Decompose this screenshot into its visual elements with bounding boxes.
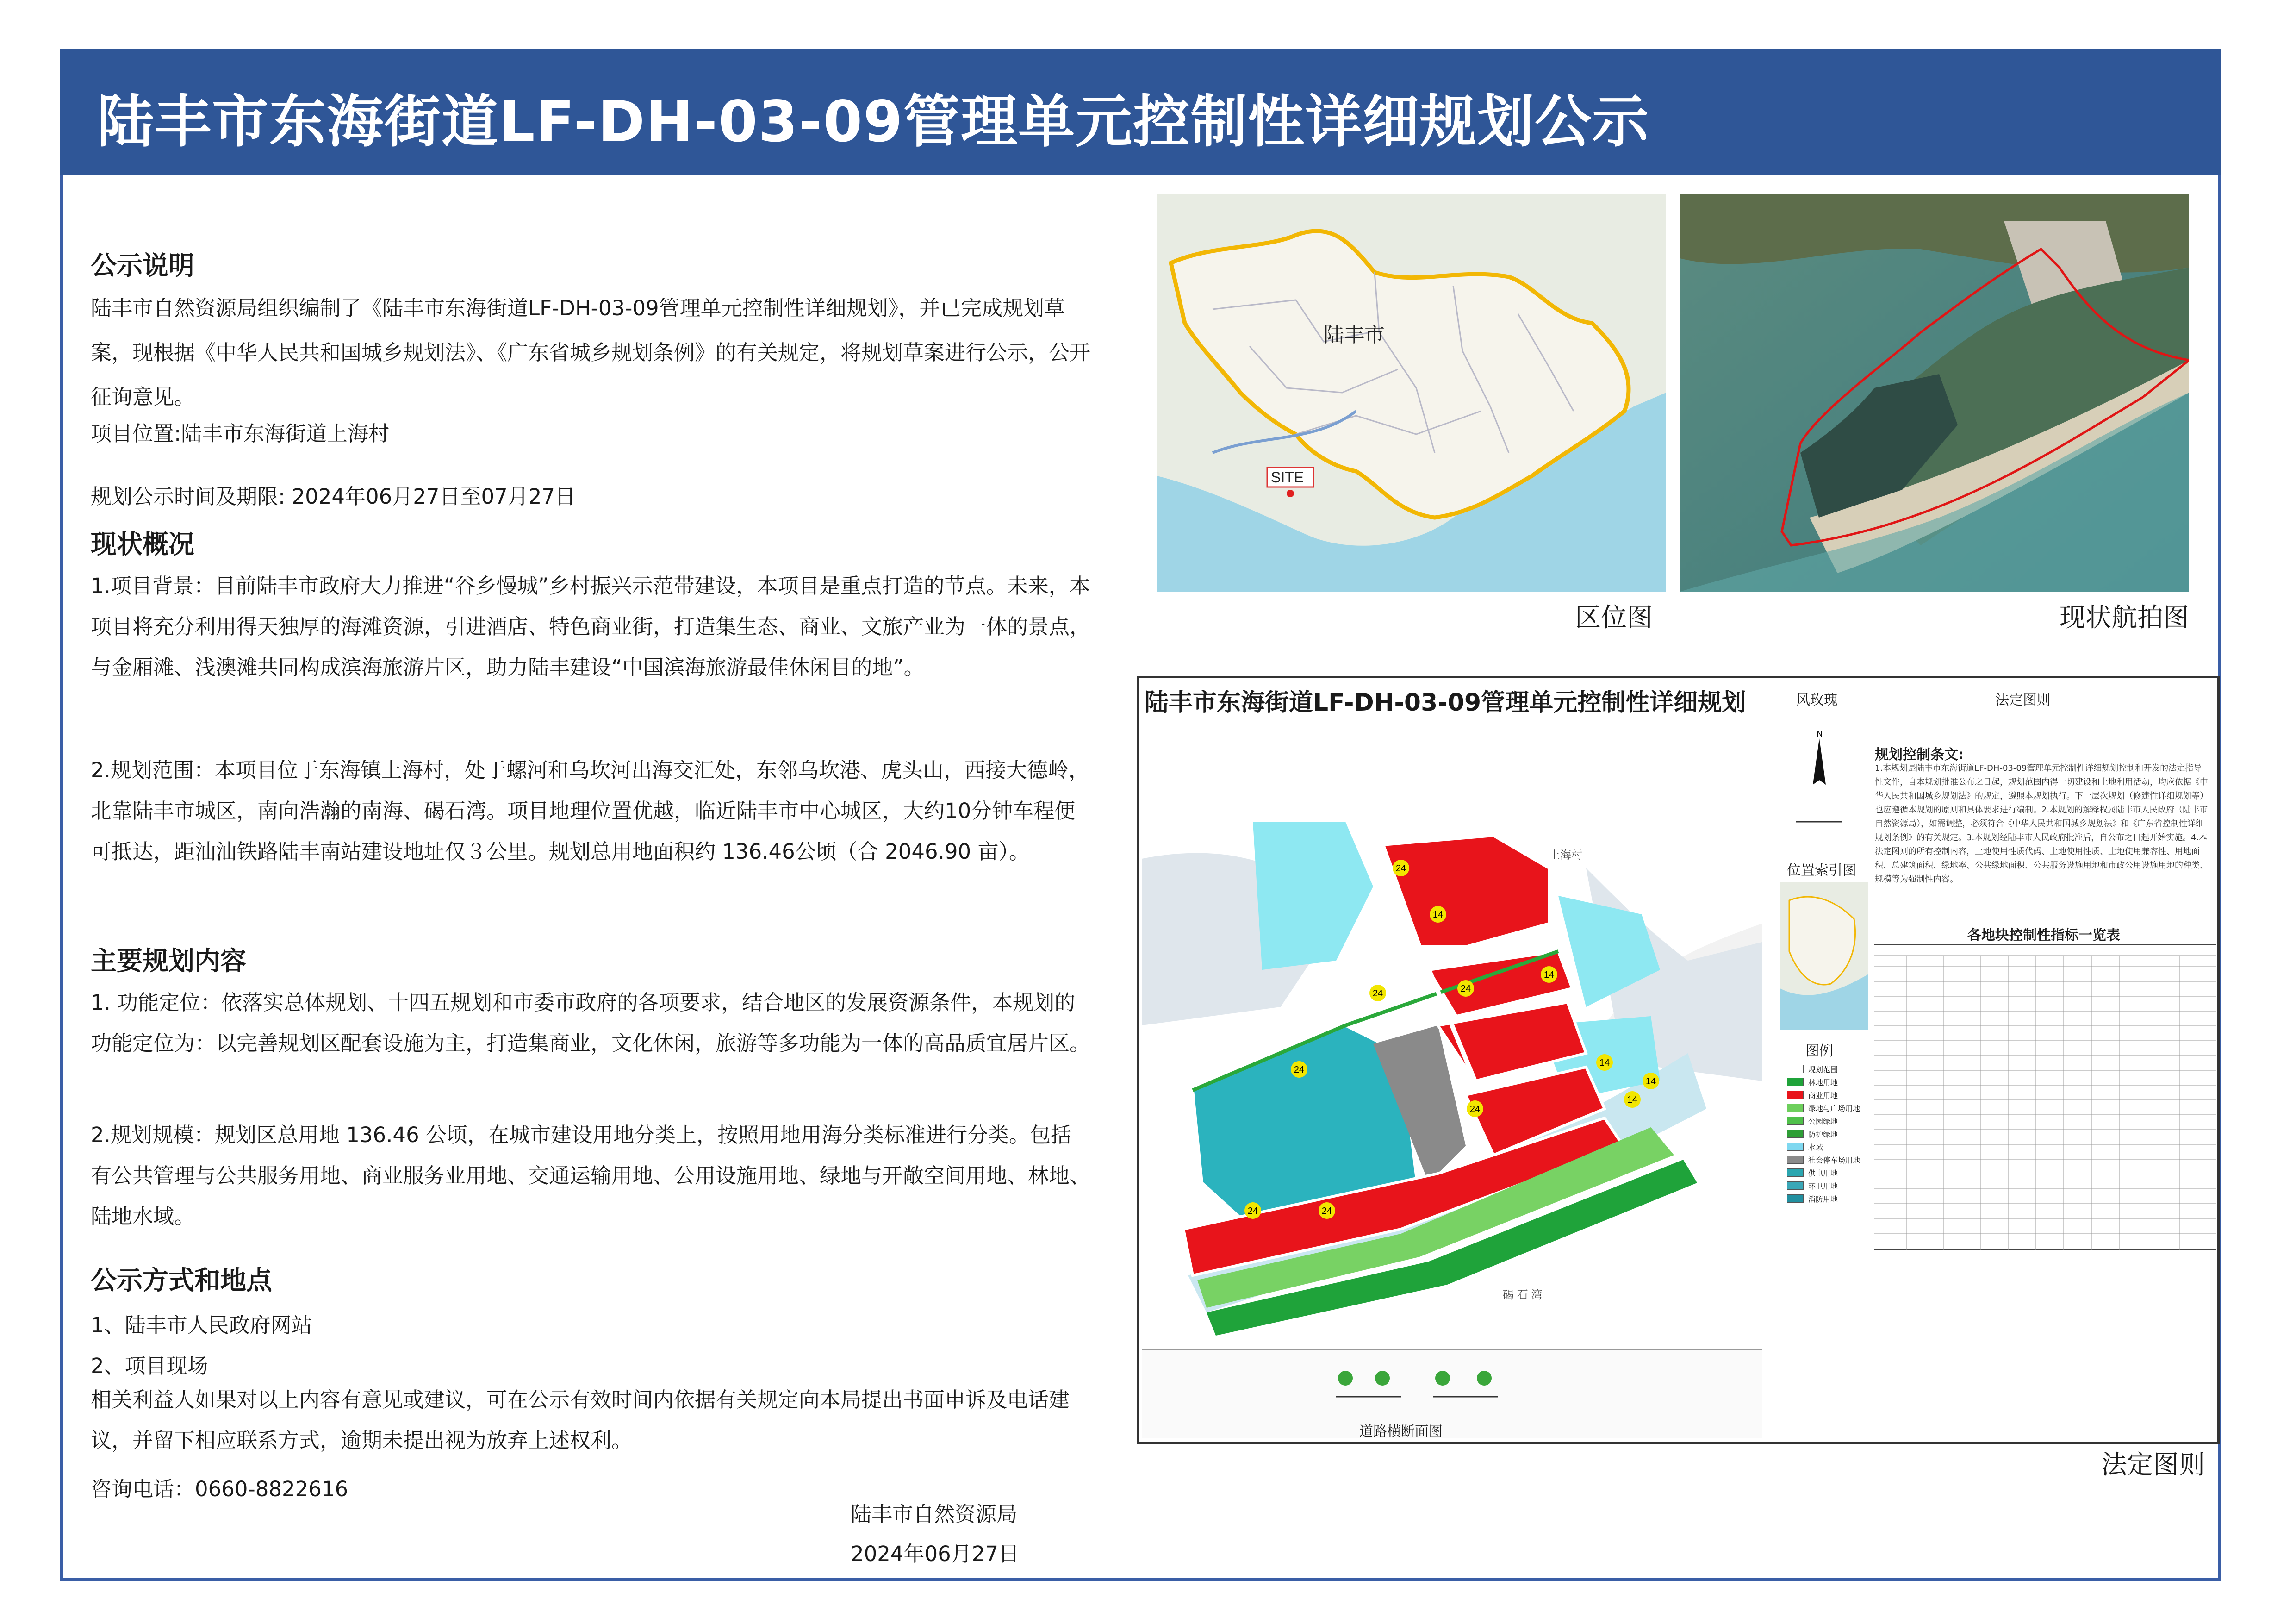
plan-title: 陆丰市东海街道LF-DH-03-09管理单元控制性详细规划	[1145, 689, 1746, 717]
road-number: 24	[1395, 863, 1406, 874]
status-heading: 现状概况	[91, 530, 194, 560]
legend-item	[1787, 1140, 1870, 1153]
aerial-photo	[1680, 194, 2189, 592]
legend-swatch	[1787, 1156, 1804, 1164]
road-number: 24	[1469, 1104, 1481, 1114]
signature-date: 2024年06月27日	[851, 1542, 1020, 1566]
road-number: 14	[1645, 1076, 1656, 1087]
status-scope: 2.规划范围：本项目位于东海镇上海村，处于螺河和乌坎河出海交汇处，东邻乌坎港、虎头山，西接大德岭，北靠陆丰市城区，南向浩瀚的南海、碣石湾。项目地理位置优越，临近陆丰市中心城区，大约10分钟车程便可抵达，距汕汕铁路陆丰南站建设地址仅３公里。规划总用地面积约 136.46公顷（合 2046.90 亩）。	[91, 758, 1089, 864]
legend-swatch	[1787, 1130, 1804, 1138]
road-number: 24	[1247, 1206, 1258, 1216]
notice-heading: 公示说明	[91, 251, 194, 281]
index-map-label: 位置索引图	[1787, 862, 1856, 879]
legend-label-text: 绿地与广场用地	[1808, 1104, 1860, 1113]
legend-list	[1787, 1062, 1870, 1205]
area-label: 上海村	[1549, 849, 1582, 862]
road-number: 14	[1543, 970, 1555, 980]
legend-swatch	[1787, 1065, 1804, 1073]
method-heading: 公示方式和地点	[91, 1266, 272, 1296]
legend-item	[1787, 1166, 1870, 1179]
legend-item	[1787, 1179, 1870, 1192]
method-item-1: 1、陆丰市人民政府网站	[91, 1313, 312, 1337]
location-map-caption: 区位图	[1575, 603, 1653, 633]
legend-label-text: 消防用地	[1808, 1194, 1838, 1204]
notice-text: 陆丰市自然资源局组织编制了《陆丰市东海街道LF-DH-03-09管理单元控制性详细规划》，并已完成规划草案，现根据《中华人民共和国城乡规划法》、《广东省城乡规划条例》的有关规定，将规划草案进行公示，公开征询意见。	[91, 296, 1091, 409]
project-location: 项目位置:陆丰市东海街道上海村	[91, 421, 390, 446]
bay-label: 碣 石 湾	[1503, 1289, 1543, 1301]
road-number: 24	[1372, 988, 1383, 999]
legend-label: 图例	[1805, 1043, 1833, 1059]
main-heading: 主要规划内容	[91, 946, 246, 976]
legend-label-text: 商业用地	[1808, 1091, 1838, 1100]
rules-heading: 规划控制条文:	[1875, 747, 1964, 763]
phone: 咨询电话：0660-8822616	[91, 1477, 348, 1501]
north-arrow-icon	[1787, 729, 1852, 840]
aerial-caption: 现状航拍图	[2060, 603, 2189, 633]
legend-label-text: 供电用地	[1808, 1168, 1838, 1178]
legend-item	[1787, 1062, 1870, 1075]
legend-swatch	[1787, 1194, 1804, 1203]
legend-swatch	[1787, 1091, 1804, 1099]
plan-caption: 法定图则	[2101, 1450, 2205, 1480]
location-city-label: 陆丰市	[1324, 324, 1385, 346]
road-number: 14	[1432, 910, 1444, 920]
status-background: 1.项目背景：目前陆丰市政府大力推进“谷乡慢城”乡村振兴示范带建设，本项目是重点打造的节点。未来，本项目将充分利用得天独厚的海滩资源，引进酒店、特色商业街，打造集生态、商业、文旅产业为一体的景点，与金厢滩、浅澳滩共同构成滨海旅游片区，助力陆丰建设“中国滨海旅游最佳休闲目的地”。	[91, 574, 1091, 680]
road-number: 14	[1627, 1095, 1638, 1105]
main-scale: 2.规划规模：规划区总用地 136.46 公顷，在城市建设用地分类上，按照用地用海分类标准进行分类。包括有公共管理与公共服务用地、商业服务业用地、交通运输用地、公用设施用地、绿地与开敞空间用地、林地、陆地水域。	[91, 1123, 1091, 1229]
legend-item	[1787, 1101, 1870, 1114]
wind-rose-label: 风玫瑰	[1796, 692, 1838, 708]
title-banner	[60, 49, 2221, 175]
legend-swatch	[1787, 1078, 1804, 1086]
legend-label-text: 环卫用地	[1808, 1181, 1838, 1191]
site-label: SITE	[1271, 469, 1304, 486]
legend-label-text: 规划范围	[1808, 1065, 1838, 1074]
svg-text:N: N	[1817, 729, 1823, 738]
legend-item	[1787, 1127, 1870, 1140]
notice-period: 规划公示时间及期限: 2024年06月27日至07月27日	[91, 484, 576, 509]
legend-item	[1787, 1114, 1870, 1127]
legend-swatch	[1787, 1143, 1804, 1151]
road-number: 24	[1460, 984, 1471, 994]
table-title: 各地块控制性指标一览表	[1967, 927, 2120, 943]
legend-label-text: 防护绿地	[1808, 1130, 1838, 1139]
method-text: 相关利益人如果对以上内容有意见或建议，可在公示有效时间内依据有关规定向本局提出书面申诉及电话建议，并留下相应联系方式，逾期未提出视为放弃上述权利。	[91, 1387, 1070, 1453]
legend-label-text: 社会停车场用地	[1808, 1156, 1860, 1165]
road-number: 14	[1599, 1058, 1610, 1068]
page-title: 陆丰市东海街道LF-DH-03-09管理单元控制性详细规划公示	[97, 89, 1650, 155]
legend-label-text: 公园绿地	[1808, 1117, 1838, 1126]
plan-map	[1142, 729, 1762, 1349]
legend-swatch	[1787, 1104, 1804, 1112]
statutory-label: 法定图则	[1995, 692, 2051, 708]
road-number: 24	[1294, 1065, 1305, 1075]
method-item-2: 2、项目现场	[91, 1354, 208, 1378]
road-section-strip	[1142, 1349, 1762, 1438]
main-function: 1. 功能定位：依落实总体规划、十四五规划和市委市政府的各项要求，结合地区的发展资源条件，本规划的功能定位为：以完善规划区配套设施为主，打造集商业，文化休闲，旅游等多功能为一体的高品质宜居片区。	[91, 990, 1091, 1056]
legend-item	[1787, 1088, 1870, 1101]
legend-item	[1787, 1075, 1870, 1088]
statutory-plan-board	[1137, 676, 2220, 1444]
road-section-label: 道路横断面图	[1359, 1424, 1443, 1438]
legend-label-text: 水域	[1808, 1143, 1823, 1152]
legend-swatch	[1787, 1168, 1804, 1177]
road-number: 24	[1321, 1206, 1332, 1216]
legend-swatch	[1787, 1181, 1804, 1190]
legend-label-text: 林地用地	[1808, 1078, 1838, 1087]
legend-swatch	[1787, 1117, 1804, 1125]
legend-item	[1787, 1153, 1870, 1166]
signature-org: 陆丰市自然资源局	[851, 1502, 1018, 1526]
rules-text: 1.本规划是陆丰市东海街道LF-DH-03-09管理单元控制性详细规划控制和开发的法定指导性文件，自本规划批准公布之日起，规划范围内得一切建设和土地利用活动，均应依据《中华人民共和国城乡规划法》的规定，遵照本规划执行。下一层次规划（修建性详细规划等）也应遵循本规划的原则和具体要求进行编制。2.本规划的解释权属陆丰市人民政府（陆丰市自然资源局），如需调整，必须符合《中华人民共和国城乡规划法》和《广东省控制性详细规划条例》的有关规定。3.本规划经陆丰市人民政府批准后，自公布之日起开始实施。4.本法定图则的所有控制内容，土地使用性质代码、土地使用性质、土地使用兼容性、用地面积、总建筑面积、绿地率、公共绿地面积、公共服务设施用地和市政公用设施用地的种类、规模等为强制性内容。	[1875, 763, 2208, 884]
location-map	[1157, 194, 1666, 592]
index-map	[1780, 882, 1868, 1030]
indicator-table	[1874, 944, 2216, 1250]
legend-item	[1787, 1192, 1870, 1205]
